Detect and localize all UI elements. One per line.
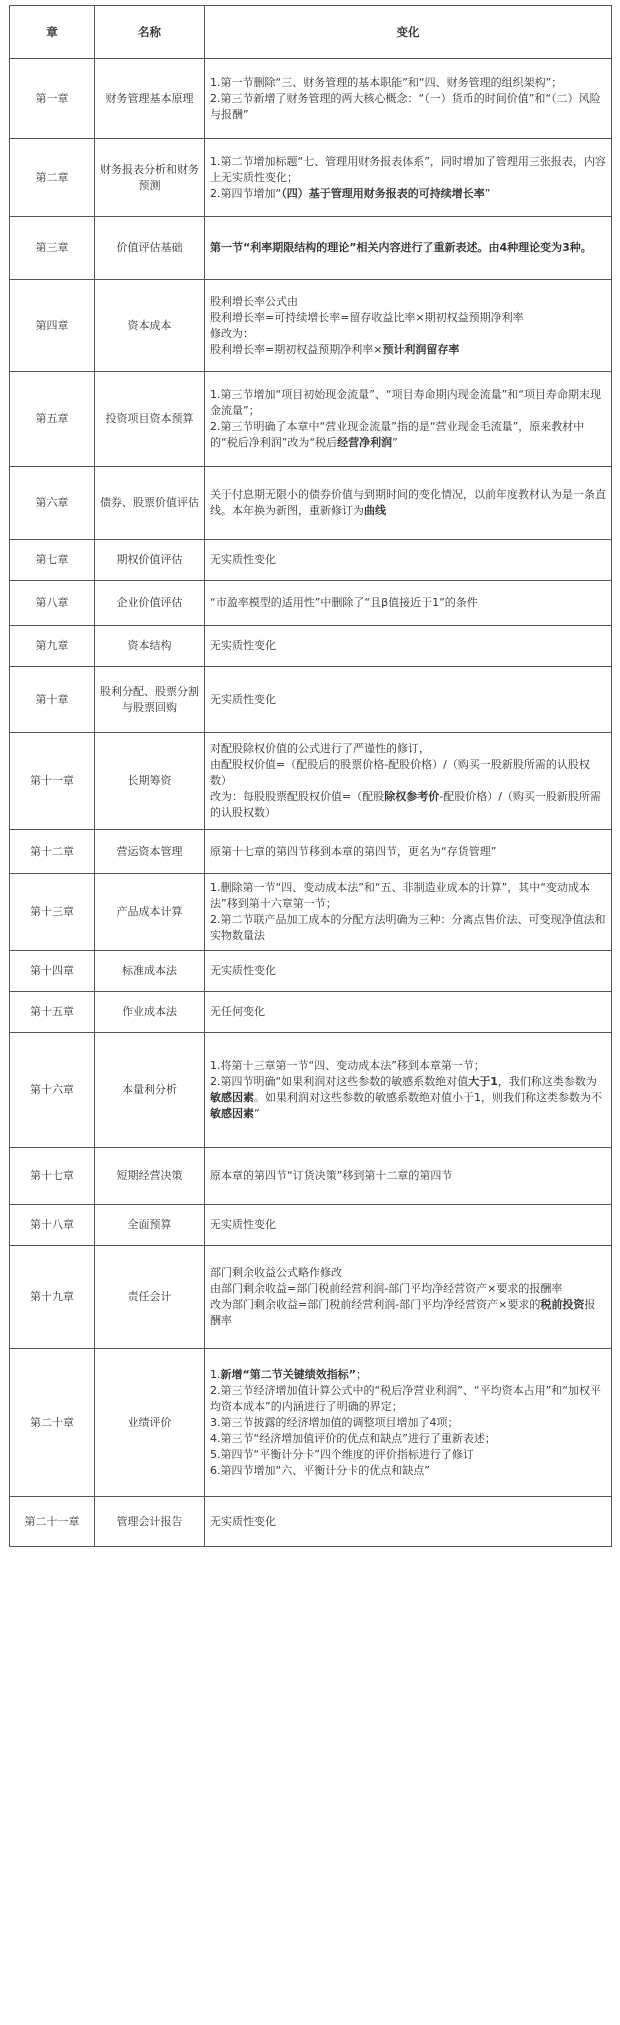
change-cell <box>205 874 612 951</box>
table-row <box>10 139 612 217</box>
change-line: 改为部门剩余收益=部门税前经营利润-部门平均净经营资产×要求的税前投资报酬率 <box>210 1298 596 1327</box>
name-cell: 营运资本管理 <box>95 830 205 874</box>
change-line: 2.第三节新增了财务管理的两大核心概念：“（一）货币的时间价值”和“（二）风险与报酬” <box>210 91 601 121</box>
change-cell <box>205 626 612 667</box>
chapter-change-table <box>9 5 612 1547</box>
change-line: 5.第四节“平衡计分卡”四个维度的评价指标进行了修订 <box>210 1447 474 1461</box>
table-row <box>10 874 612 951</box>
change-line: 由部门剩余收益=部门税前经营利润-部门平均净经营资产×要求的报酬率 <box>210 1282 563 1295</box>
name-cell: 企业价值评估 <box>95 581 205 626</box>
table-row <box>10 1349 612 1497</box>
name-cell: 产品成本计算 <box>95 874 205 951</box>
chapter-cell: 第十二章 <box>10 830 95 874</box>
name-cell: 财务报表分析和财务预测 <box>95 139 205 217</box>
table-row <box>10 1497 612 1547</box>
table-row <box>10 992 612 1033</box>
name-cell: 债券、股票价值评估 <box>95 467 205 540</box>
name-cell: 财务管理基本原理 <box>95 59 205 139</box>
name-cell: 期权价值评估 <box>95 540 205 581</box>
change-line: 无任何变化 <box>210 1005 265 1018</box>
change-cell <box>205 1497 612 1547</box>
change-line: 6.第四节增加“六、平衡计分卡的优点和缺点” <box>210 1463 430 1477</box>
chapter-cell: 第十七章 <box>10 1148 95 1205</box>
change-line: 原本章的第四节“订货决策”移到第十二章的第四节 <box>210 1169 453 1182</box>
change-line: 2.第三节经济增加值计算公式中的“税后净营业利润”、“平均资本占用”和“加权平均资本成本”的内涵进行了明确的界定； <box>210 1383 601 1413</box>
change-line: 股利增长率公式由 <box>210 294 298 308</box>
table-row <box>10 581 612 626</box>
chapter-cell: 第十九章 <box>10 1246 95 1349</box>
change-cell <box>205 1148 612 1205</box>
change-line: 部门剩余收益公式略作修改 <box>210 1266 342 1279</box>
chapter-cell: 第九章 <box>10 626 95 667</box>
table-header-row <box>10 6 612 59</box>
chapter-cell: 第六章 <box>10 467 95 540</box>
chapter-cell: 第五章 <box>10 372 95 467</box>
table-row <box>10 540 612 581</box>
change-line: 无实质性变化 <box>210 1514 276 1528</box>
table-row <box>10 1148 612 1205</box>
table-row <box>10 626 612 667</box>
chapter-cell: 第一章 <box>10 59 95 139</box>
chapter-cell: 第十六章 <box>10 1033 95 1148</box>
change-line: 1.删除第一节“四、变动成本法”和“五、非制造业成本的计算”，其中“变动成本法”移到第十六章第一节； <box>210 881 590 910</box>
table-row <box>10 1246 612 1349</box>
name-cell: 全面预算 <box>95 1205 205 1246</box>
name-cell: 长期筹资 <box>95 733 205 830</box>
header-change: 变化 <box>205 6 612 59</box>
change-cell <box>205 1033 612 1148</box>
header-chapter: 章 <box>10 6 95 59</box>
change-line: 股利增长率=期初权益预期净利率×预计利润留存率 <box>210 342 460 356</box>
chapter-cell: 第三章 <box>10 217 95 280</box>
chapter-cell: 第二十章 <box>10 1349 95 1497</box>
change-cell <box>205 540 612 581</box>
change-line: 无实质性变化 <box>210 1218 276 1231</box>
change-cell <box>205 280 612 372</box>
name-cell: 本量利分析 <box>95 1033 205 1148</box>
change-line: 1.新增“第二节关键绩效指标”； <box>210 1367 367 1381</box>
table-row <box>10 217 612 280</box>
change-line: 关于付息期无限小的债券价值与到期时间的变化情况，以前年度教材认为是一条直线。本年换为新图，重新修订为曲线 <box>210 488 606 517</box>
chapter-cell: 第七章 <box>10 540 95 581</box>
change-cell <box>205 1205 612 1246</box>
change-line: 4.第三节“经济增加值评价的优点和缺点”进行了重新表述； <box>210 1431 496 1445</box>
change-line: 1.第二节增加标题“七、管理用财务报表体系”，同时增加了管理用三张报表，内容上无实质性变化； <box>210 154 606 184</box>
chapter-cell: 第十一章 <box>10 733 95 830</box>
change-line: 改为：每股股票配股权价值=（配股除权参考价-配股价格）/（购买一股新股所需的认股权数） <box>210 790 601 819</box>
change-line: 无实质性变化 <box>210 692 276 706</box>
chapter-cell: 第十四章 <box>10 951 95 992</box>
change-line: 无实质性变化 <box>210 553 276 566</box>
change-line: 第一节“利率期限结构的理论”相关内容进行了重新表述。由4种理论变为3种。 <box>210 241 592 254</box>
table-row <box>10 59 612 139</box>
change-cell <box>205 733 612 830</box>
change-cell <box>205 1349 612 1497</box>
name-cell: 作业成本法 <box>95 992 205 1033</box>
chapter-cell: 第十五章 <box>10 992 95 1033</box>
table-row <box>10 733 612 830</box>
header-name: 名称 <box>95 6 205 59</box>
change-line: 原第十七章的第四节移到本章的第四节，更名为“存货管理” <box>210 844 497 858</box>
change-line: 无实质性变化 <box>210 964 276 977</box>
change-cell <box>205 830 612 874</box>
change-cell <box>205 581 612 626</box>
change-cell <box>205 467 612 540</box>
table-row <box>10 830 612 874</box>
chapter-cell: 第十章 <box>10 667 95 733</box>
name-cell: 短期经营决策 <box>95 1148 205 1205</box>
table-body <box>10 59 612 1547</box>
name-cell: 投资项目资本预算 <box>95 372 205 467</box>
table-row <box>10 951 612 992</box>
chapter-cell: 第四章 <box>10 280 95 372</box>
change-cell <box>205 139 612 217</box>
table-row <box>10 667 612 733</box>
name-cell: 业绩评价 <box>95 1349 205 1497</box>
change-cell <box>205 217 612 280</box>
chapter-cell: 第八章 <box>10 581 95 626</box>
name-cell: 管理会计报告 <box>95 1497 205 1547</box>
change-line: 股利增长率=可持续增长率=留存收益比率×期初权益预期净利率 <box>210 310 524 324</box>
chapter-cell: 第二章 <box>10 139 95 217</box>
change-line: 3.第三节披露的经济增加值的调整项目增加了4项； <box>210 1415 459 1429</box>
chapter-cell: 第十三章 <box>10 874 95 951</box>
change-cell <box>205 951 612 992</box>
table-row <box>10 467 612 540</box>
name-cell: 股利分配、股票分割与股票回购 <box>95 667 205 733</box>
change-line: 修改为： <box>210 326 254 340</box>
table-row <box>10 372 612 467</box>
change-cell <box>205 1246 612 1349</box>
change-line: 2.第四节明确“如果利润对这些参数的敏感系数绝对值大于1，我们称这类参数为敏感因素。如果利润对这些参数的敏感系数绝对值小于1，则我们称这类参数为不敏感因素” <box>210 1075 602 1120</box>
change-line: “市盈率模型的适用性”中删除了“且β值接近于1”的条件 <box>210 596 478 609</box>
change-line: 2.第四节增加“（四）基于管理用财务报表的可持续增长率” <box>210 186 491 200</box>
chapter-cell: 第二十一章 <box>10 1497 95 1547</box>
table-row <box>10 280 612 372</box>
table-row <box>10 1033 612 1148</box>
table-row <box>10 1205 612 1246</box>
change-line: 2.第三节明确了本章中“营业现金流量”指的是“营业现金毛流量”，原来教材中的“税后净利润”改为“税后经营净利润” <box>210 420 585 449</box>
change-line: 2.第二节联产品加工成本的分配方法明确为三种：分离点售价法、可变现净值法和实物数量法 <box>210 913 606 942</box>
change-cell <box>205 667 612 733</box>
name-cell: 资本成本 <box>95 280 205 372</box>
change-line: 1.将第十三章第一节“四、变动成本法”移到本章第一节； <box>210 1059 485 1072</box>
name-cell: 资本结构 <box>95 626 205 667</box>
change-line: 无实质性变化 <box>210 639 276 652</box>
change-table-container <box>9 5 611 1547</box>
change-cell <box>205 992 612 1033</box>
change-line: 1.第一节删除“三、财务管理的基本职能”和“四、财务管理的组织架构”； <box>210 75 563 89</box>
change-line: 由配股权价值=（配股后的股票价格-配股价格）/（购买一股新股所需的认股权数） <box>210 758 590 787</box>
name-cell: 责任会计 <box>95 1246 205 1349</box>
chapter-cell: 第十八章 <box>10 1205 95 1246</box>
change-cell <box>205 59 612 139</box>
change-line: 1.第三节增加“项目初始现金流量”、“项目寿命期内现金流量”和“项目寿命期末现金流量”； <box>210 388 601 417</box>
change-line: 对配股除权价值的公式进行了严谨性的修订， <box>210 742 430 755</box>
name-cell: 价值评估基础 <box>95 217 205 280</box>
name-cell: 标准成本法 <box>95 951 205 992</box>
change-cell <box>205 372 612 467</box>
